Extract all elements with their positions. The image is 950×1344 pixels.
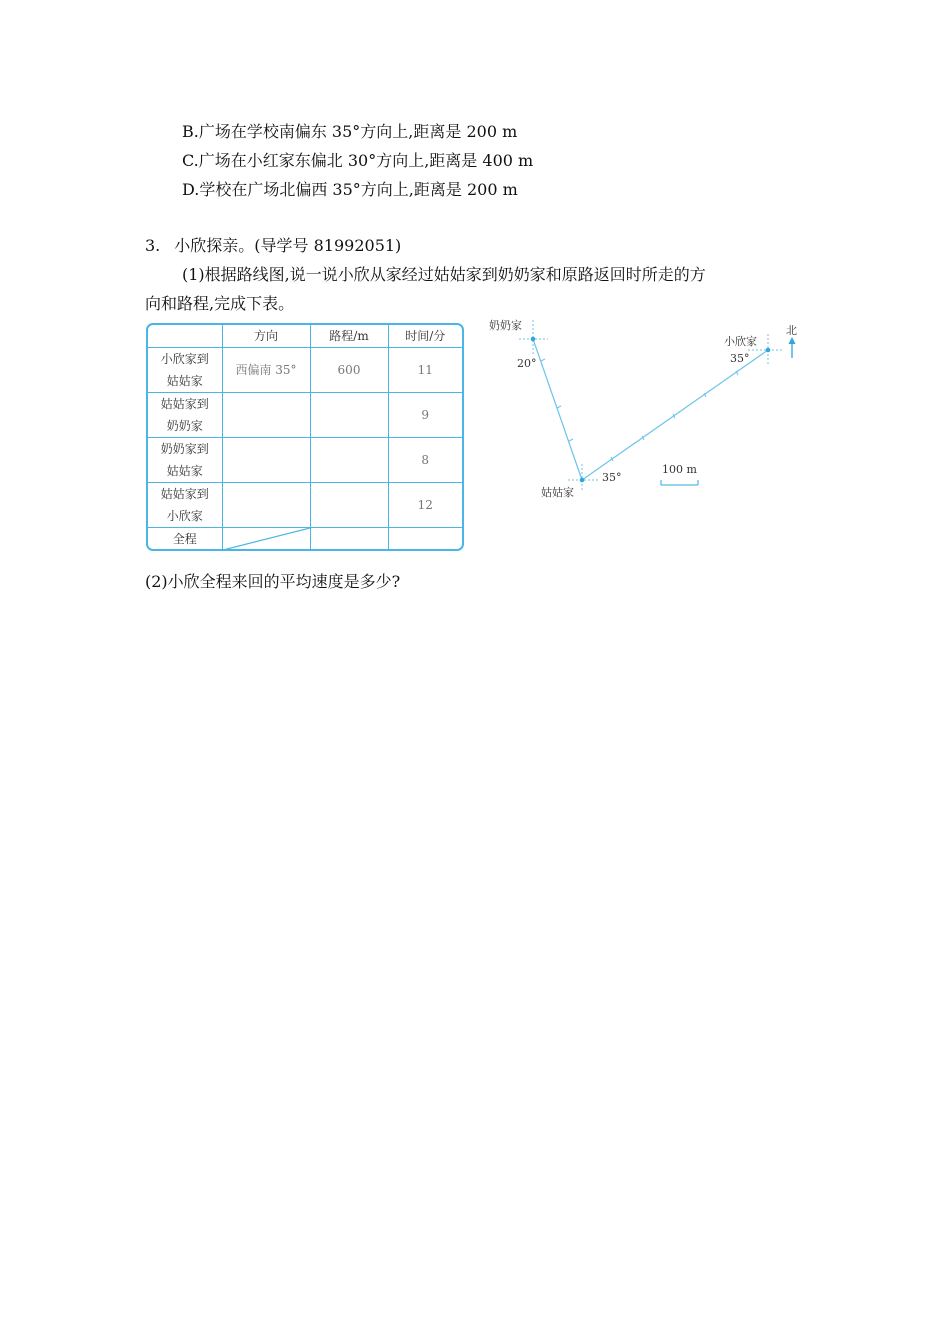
table-row <box>148 348 462 393</box>
total-label: 全程 <box>148 528 222 551</box>
trip-table <box>146 323 464 551</box>
option-text: 学校在广场北偏西 35°方向上,距离是 200 m <box>199 180 518 199</box>
part1-instruction-line1: (1)根据路线图,说一说小欣从家经过姑姑家到奶奶家和原路返回时所走的方 <box>182 265 706 284</box>
option-d <box>182 180 518 200</box>
route-grandma-aunt <box>533 339 582 480</box>
question-title: 小欣探亲。 <box>174 236 255 255</box>
table-row <box>148 393 462 438</box>
question-3-heading <box>145 236 401 256</box>
scale-label: 100 m <box>662 463 697 476</box>
row-label-line: 奶奶家到 <box>160 442 209 456</box>
home-angle: 35° <box>730 352 750 365</box>
row-label-line: 小欣家 <box>166 509 203 523</box>
table-header-cell: 路程/m <box>310 325 388 348</box>
row-label <box>148 348 222 393</box>
north-arrow-icon <box>789 337 796 358</box>
distance-cell[interactable] <box>310 393 388 438</box>
table-header-cell: 方向 <box>222 325 310 348</box>
option-text: 广场在小红家东偏北 30°方向上,距离是 400 m <box>198 151 534 170</box>
total-distance-cell[interactable] <box>310 528 388 551</box>
grandma-point <box>531 337 536 342</box>
direction-cell: 西偏南 35° <box>222 348 310 393</box>
direction-cell[interactable] <box>222 483 310 528</box>
row-label-line: 姑姑家 <box>166 374 203 388</box>
diagonal-slash <box>223 528 310 550</box>
route-aunt-home <box>582 350 768 480</box>
total-direction-cell-crossed <box>222 528 310 551</box>
route-map <box>484 316 814 506</box>
option-label: C. <box>182 151 199 170</box>
aunt-point <box>580 478 585 483</box>
row-label <box>148 393 222 438</box>
row-label-line: 姑姑家 <box>166 464 203 478</box>
table-header-cell: 时间/分 <box>388 325 462 348</box>
distance-cell[interactable] <box>310 438 388 483</box>
part2-question: (2)小欣全程来回的平均速度是多少? <box>145 572 401 591</box>
scale-bar <box>661 480 698 485</box>
option-label: B. <box>182 122 199 141</box>
time-cell: 9 <box>388 393 462 438</box>
time-cell: 8 <box>388 438 462 483</box>
table-row <box>148 483 462 528</box>
question-number: 3. <box>145 236 161 255</box>
part1-instruction-line2: 向和路程,完成下表。 <box>145 294 295 313</box>
direction-cell[interactable] <box>222 393 310 438</box>
aunt-angle: 35° <box>602 471 622 484</box>
home-label: 小欣家 <box>724 335 757 348</box>
time-cell: 12 <box>388 483 462 528</box>
table-header-cell <box>148 325 222 348</box>
direction-cell[interactable] <box>222 438 310 483</box>
distance-cell[interactable] <box>310 483 388 528</box>
row-label-line: 小欣家到 <box>160 352 209 366</box>
total-time-cell[interactable] <box>388 528 462 551</box>
option-label: D. <box>182 180 200 199</box>
row-label-line: 姑姑家到 <box>160 397 209 411</box>
home-point <box>766 348 771 353</box>
aunt-label: 姑姑家 <box>541 486 574 499</box>
row-label-line: 姑姑家到 <box>160 487 209 501</box>
north-label: 北 <box>786 324 797 337</box>
row-label <box>148 438 222 483</box>
option-b <box>182 122 517 142</box>
table-header-row <box>148 325 462 348</box>
table-total-row <box>148 528 462 551</box>
row-label-line: 奶奶家 <box>166 419 203 433</box>
row-label <box>148 483 222 528</box>
question-ref: (导学号 81992051) <box>254 236 402 255</box>
grandma-angle: 20° <box>517 357 537 370</box>
table-row <box>148 438 462 483</box>
option-c <box>182 151 533 171</box>
grandma-label: 奶奶家 <box>489 319 522 332</box>
option-text: 广场在学校南偏东 35°方向上,距离是 200 m <box>198 122 518 141</box>
distance-cell: 600 <box>310 348 388 393</box>
time-cell: 11 <box>388 348 462 393</box>
